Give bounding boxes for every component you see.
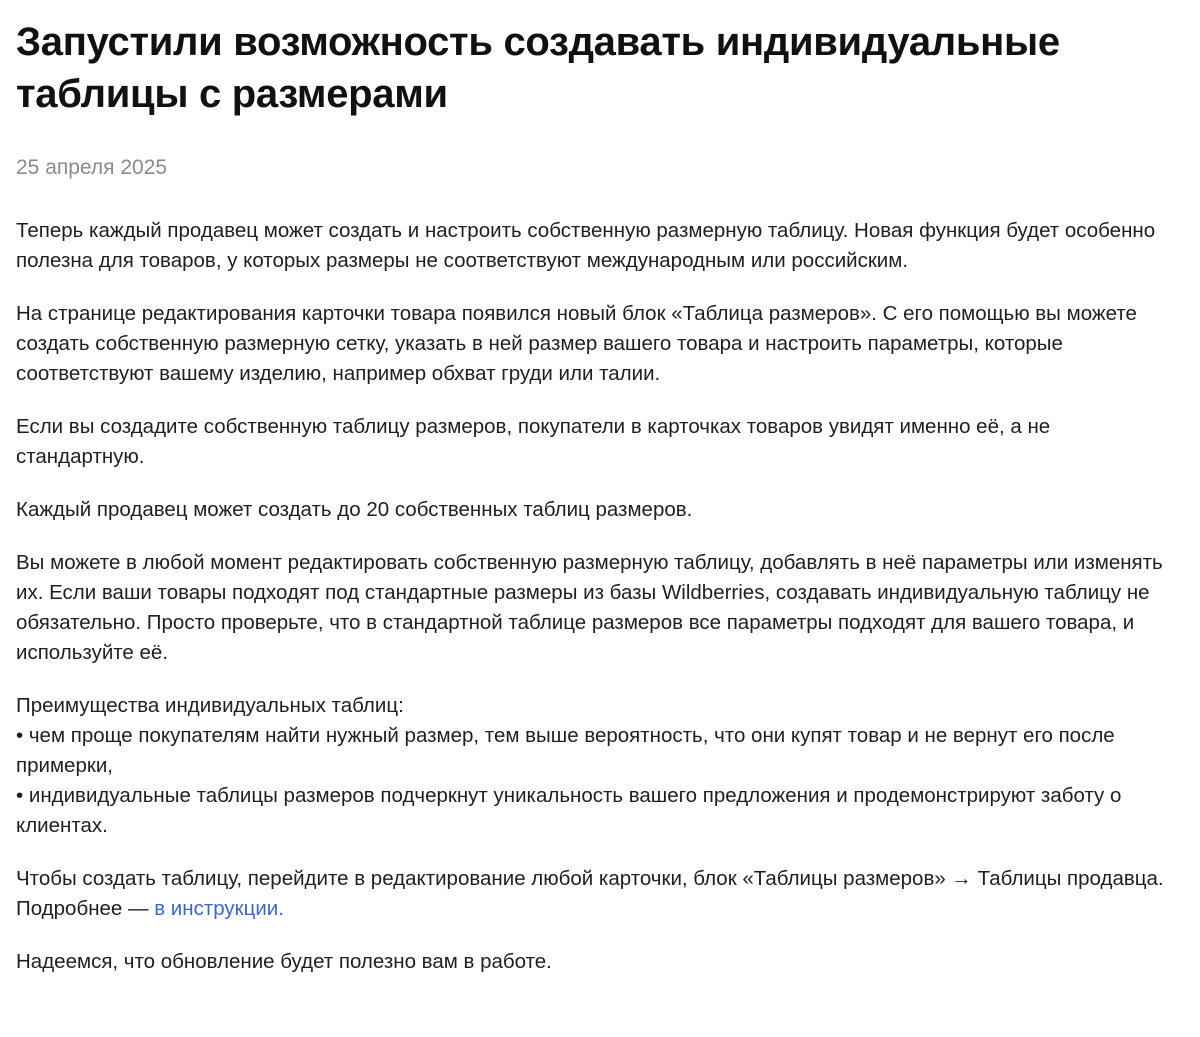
paragraph-limit: Каждый продавец может создать до 20 собственных таблиц размеров.	[16, 498, 693, 521]
paragraph-buyers-see: Если вы создадите собственную таблицу размеров, покупатели в карточках товаров увидят именно её, а не стандартную.	[16, 415, 1051, 468]
article	[16, 16, 1181, 1000]
paragraph-how-to-create	[16, 864, 1181, 924]
paragraph-intro: Теперь каждый продавец может создать и настроить собственную размерную таблицу. Новая функция будет особенно полезна для товаров, у которых размеры не соответствуют международным или российским.	[16, 219, 1156, 272]
publication-date: 25 апреля 2025	[16, 156, 168, 179]
how-to-create-text: Чтобы создать таблицу, перейдите в редактирование любой карточки, блок «Таблицы размеров» → Таблицы продавца. Подробнее —	[16, 867, 1164, 920]
paragraph-closing: Надеемся, что обновление будет полезно вам в работе.	[16, 950, 552, 973]
advantage-item: • чем проще покупателям найти нужный размер, тем выше вероятность, что они купят товар и не вернут его после примерки,	[16, 724, 1115, 777]
instructions-link[interactable]: в инструкции.	[154, 897, 284, 920]
advantages-heading: Преимущества индивидуальных таблиц:	[16, 694, 404, 717]
paragraph-editing: Вы можете в любой момент редактировать собственную размерную таблицу, добавлять в неё параметры или изменять их. Если ваши товары подходят под стандартные размеры из базы Wildberries, создавать индивидуальную таблицу не обязательно. Просто проверьте, что в стандартной таблице размеров все параметры подходят для вашего товара, и используйте её.	[16, 551, 1163, 664]
paragraph-new-block: На странице редактирования карточки товара появился новый блок «Таблица размеров». С его помощью вы можете создать собственную размерную сетку, указать в ней размер вашего товара и настроить параметры, которые соответствуют вашему изделию, например обхват груди или талии.	[16, 302, 1137, 385]
article-title: Запустили возможность создавать индивидуальные таблицы с размерами	[16, 20, 1060, 116]
advantage-item: • индивидуальные таблицы размеров подчеркнут уникальность вашего предложения и продемонстрируют заботу о клиентах.	[16, 784, 1122, 837]
article-body	[16, 216, 1181, 977]
paragraph-advantages	[16, 691, 1181, 841]
